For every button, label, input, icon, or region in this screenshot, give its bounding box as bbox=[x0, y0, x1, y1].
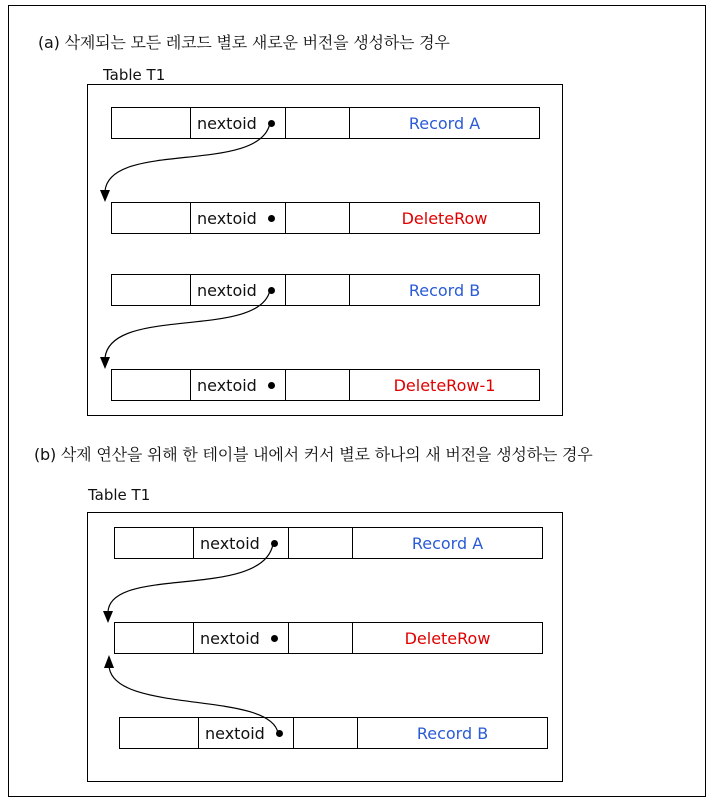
row-cell bbox=[289, 623, 353, 653]
nextoid-cell bbox=[194, 528, 289, 558]
row-cell bbox=[286, 108, 350, 138]
pointer-dot-icon bbox=[268, 120, 275, 127]
pointer-dot-icon bbox=[271, 635, 278, 642]
caption-a: (a) 삭제되는 모든 레코드 별로 새로운 버전을 생성하는 경우 bbox=[38, 33, 450, 52]
record-name: DeleteRow bbox=[401, 208, 488, 228]
record-name: Record B bbox=[416, 723, 489, 743]
record-name: Record A bbox=[411, 533, 484, 553]
table-a-row bbox=[111, 107, 540, 139]
row-cell bbox=[112, 370, 191, 400]
nextoid-label: nextoid bbox=[197, 208, 257, 228]
pointer-dot-icon bbox=[268, 382, 275, 389]
row-cell bbox=[112, 108, 191, 138]
nextoid-cell bbox=[191, 370, 286, 400]
nextoid-label: nextoid bbox=[197, 113, 257, 133]
nextoid-cell bbox=[194, 623, 289, 653]
row-cell bbox=[112, 203, 191, 233]
row-cell bbox=[294, 718, 358, 748]
caption-b: (b) 삭제 연산을 위해 한 테이블 내에서 커서 별로 하나의 새 버전을 생성하는 경우 bbox=[34, 445, 593, 464]
nextoid-cell bbox=[191, 108, 286, 138]
pointer-dot-icon bbox=[276, 730, 283, 737]
record-name: Record A bbox=[408, 113, 481, 133]
table-a-row bbox=[111, 274, 540, 306]
row-cell bbox=[112, 275, 191, 305]
pointer-dot-icon bbox=[268, 215, 275, 222]
nextoid-label: nextoid bbox=[197, 375, 257, 395]
table-a-row bbox=[111, 369, 540, 401]
table-b-row bbox=[114, 622, 543, 654]
nextoid-label: nextoid bbox=[205, 723, 265, 743]
row-cell bbox=[115, 623, 194, 653]
nextoid-cell bbox=[199, 718, 294, 748]
table-a-label: Table T1 bbox=[103, 66, 166, 84]
row-cell bbox=[115, 528, 194, 558]
row-cell bbox=[286, 203, 350, 233]
record-name: DeleteRow-1 bbox=[393, 375, 496, 395]
nextoid-label: nextoid bbox=[200, 628, 260, 648]
record-name: DeleteRow bbox=[404, 628, 491, 648]
row-cell bbox=[286, 275, 350, 305]
table-b-label: Table T1 bbox=[88, 486, 151, 504]
table-b-row bbox=[114, 527, 543, 559]
row-cell bbox=[286, 370, 350, 400]
pointer-dot-icon bbox=[268, 287, 275, 294]
pointer-dot-icon bbox=[271, 540, 278, 547]
table-b-row bbox=[119, 717, 548, 749]
nextoid-label: nextoid bbox=[200, 533, 260, 553]
nextoid-label: nextoid bbox=[197, 280, 257, 300]
nextoid-cell bbox=[191, 203, 286, 233]
table-a-row bbox=[111, 202, 540, 234]
record-name: Record B bbox=[408, 280, 481, 300]
nextoid-cell bbox=[191, 275, 286, 305]
row-cell bbox=[289, 528, 353, 558]
row-cell bbox=[120, 718, 199, 748]
